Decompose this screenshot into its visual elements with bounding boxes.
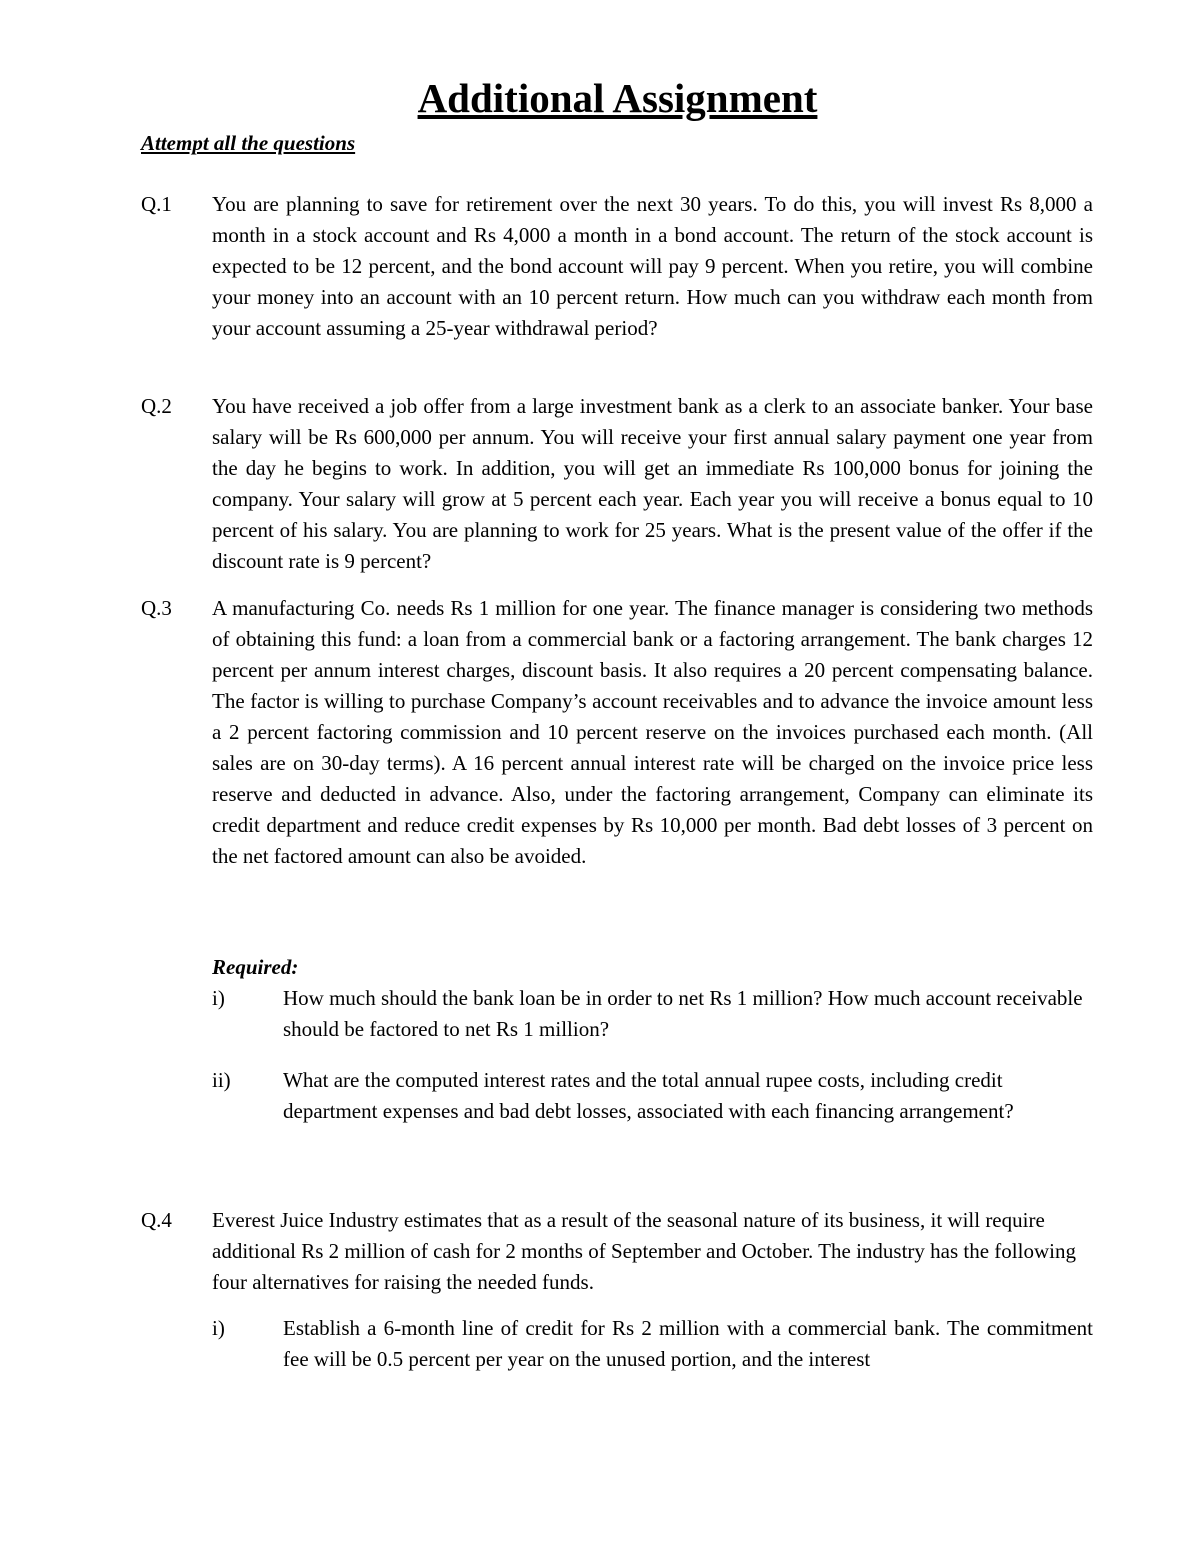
question-text-3: A manufacturing Co. needs Rs 1 million for one year. The finance manager is considering two methods of obtaining this fund: a loan from a commercial bank or a factoring arrangement. The bank charges 12 percent per annum interest charges, discount basis. It also requires a 20 percent compensating balance. The factor is willing to purchase Company’s account receivables and to advance the invoice amount less a 2 percent factoring commission and 10 percent reserve on the invoices purchased each month. (All sales are on 30-day terms). A 16 percent annual interest rate will be charged on the invoice price less reserve and deducted in advance. Also, under the factoring arrangement, Company can eliminate its credit department and reduce credit expenses by Rs 10,000 per month. Bad debt losses of 3 percent on the net factored amount can also be avoided. (212, 596, 1093, 868)
question-text-4: Everest Juice Industry estimates that as a result of the seasonal nature of its business, it will require additional Rs 2 million of cash for 2 months of September and October. The industry has the following four alternatives for raising the needed funds. (212, 1208, 1076, 1294)
question-number-4: Q.4 (141, 1208, 172, 1232)
question-number-3: Q.3 (141, 596, 172, 620)
required-label: Required: (212, 955, 299, 979)
sub-item-number: i) (212, 986, 225, 1010)
instruction-text: Attempt all the questions (141, 131, 356, 155)
question-text-2: You have received a job offer from a large investment bank as a clerk to an associate banker. Your base salary will be Rs 600,000 per annum. You will receive your first annual salary payment one year from the day he begins to work. In addition, you will get an immediate Rs 100,000 bonus for joining the company. Your salary will grow at 5 percent each year. Each year you will receive a bonus equal to 10 percent of his salary. You are planning to work for 25 years. What is the present value of the offer if the discount rate is 9 percent? (212, 394, 1093, 573)
question-number-2: Q.2 (141, 394, 172, 418)
sub-item-number: ii) (212, 1068, 231, 1092)
sub-item-number: i) (212, 1316, 225, 1340)
question-text-1: You are planning to save for retirement over the next 30 years. To do this, you will invest Rs 8,000 a month in a stock account and Rs 4,000 a month in a bond account. The return of the stock account is expected to be 12 percent, and the bond account will pay 9 percent. When you retire, you will combine your money into an account with an 10 percent return. How much can you withdraw each month from your account assuming a 25-year withdrawal period? (212, 192, 1093, 340)
sub-item-text: What are the computed interest rates and the total annual rupee costs, including credit department expenses and bad debt losses, associated with each financing arrangement? (283, 1068, 1014, 1123)
sub-item-text: How much should the bank loan be in order to net Rs 1 million? How much account receivable should be factored to net Rs 1 million? (283, 986, 1083, 1041)
sub-item-text: Establish a 6-month line of credit for Rs 2 million with a commercial bank. The commitment fee will be 0.5 percent per year on the unused portion, and the interest (283, 1316, 1093, 1371)
page-title: Additional Assignment (417, 75, 818, 121)
question-number-1: Q.1 (141, 192, 172, 216)
